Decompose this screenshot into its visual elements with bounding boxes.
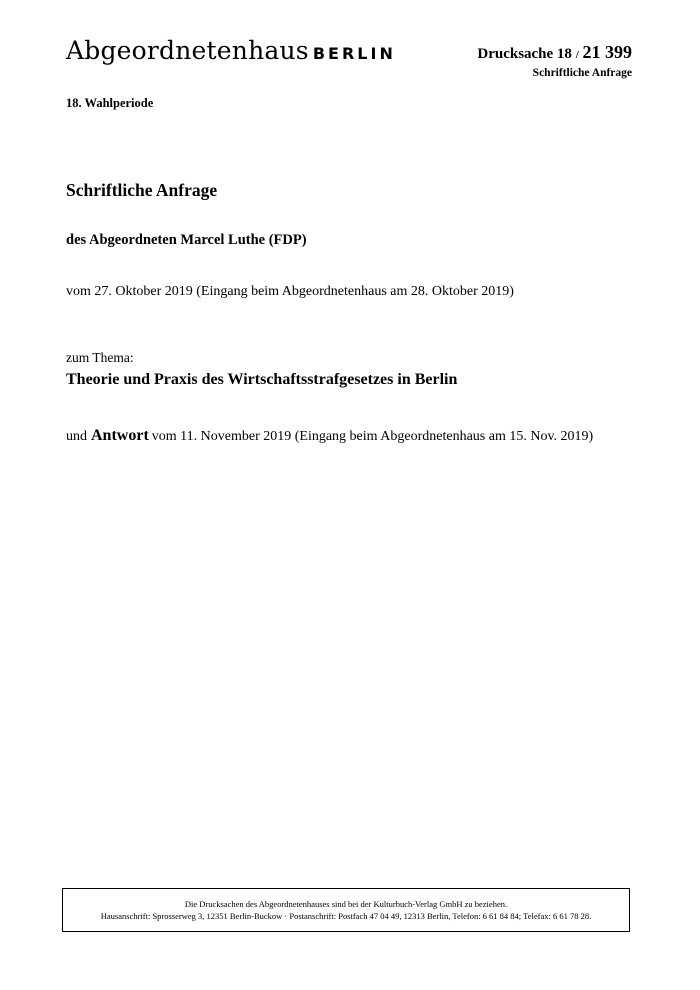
drucksache-value: 21 399 xyxy=(582,42,632,62)
footer-line-distribution: Die Drucksachen des Abgeordnetenhauses sind bei der Kulturbuch-Verlag GmbH zu beziehen. xyxy=(184,899,508,909)
answer-line xyxy=(66,427,593,445)
answer-prefix: und xyxy=(66,429,87,444)
member-of-parliament: des Abgeordneten Marcel Luthe (FDP) xyxy=(66,232,307,248)
topic-title: Theorie und Praxis des Wirtschaftsstrafgesetzes in Berlin xyxy=(66,371,458,388)
answer-date: vom 11. November 2019 (Eingang beim Abgeordnetenhaus am 15. Nov. 2019) xyxy=(151,429,594,444)
inquiry-date: vom 27. Oktober 2019 (Eingang beim Abgeordnetenhaus am 28. Oktober 2019) xyxy=(66,284,514,299)
footer-info-box xyxy=(62,888,630,932)
drucksache-number xyxy=(477,42,632,63)
parliament-logo xyxy=(66,36,396,65)
drucksache-slash: / xyxy=(575,49,579,61)
logo-city-text: BERLIN xyxy=(312,44,396,63)
answer-label: Antwort xyxy=(91,427,149,444)
topic-label: zum Thema: xyxy=(66,350,134,365)
logo-main-text: Abgeordnetenhaus xyxy=(66,36,309,65)
drucksache-label: Drucksache 18 xyxy=(477,46,572,62)
document-title: Schriftliche Anfrage xyxy=(66,180,218,200)
document-type: Schriftliche Anfrage xyxy=(532,67,632,79)
electoral-period: 18. Wahlperiode xyxy=(66,96,154,110)
footer-line-address: Hausanschrift: Sprosserweg 3, 12351 Berlin-Buckow · Postanschrift: Postfach 47 04 49, 12313 Berlin, Telefon: 6 61 84 84; Telefax: 6 61 78 28. xyxy=(100,911,592,921)
